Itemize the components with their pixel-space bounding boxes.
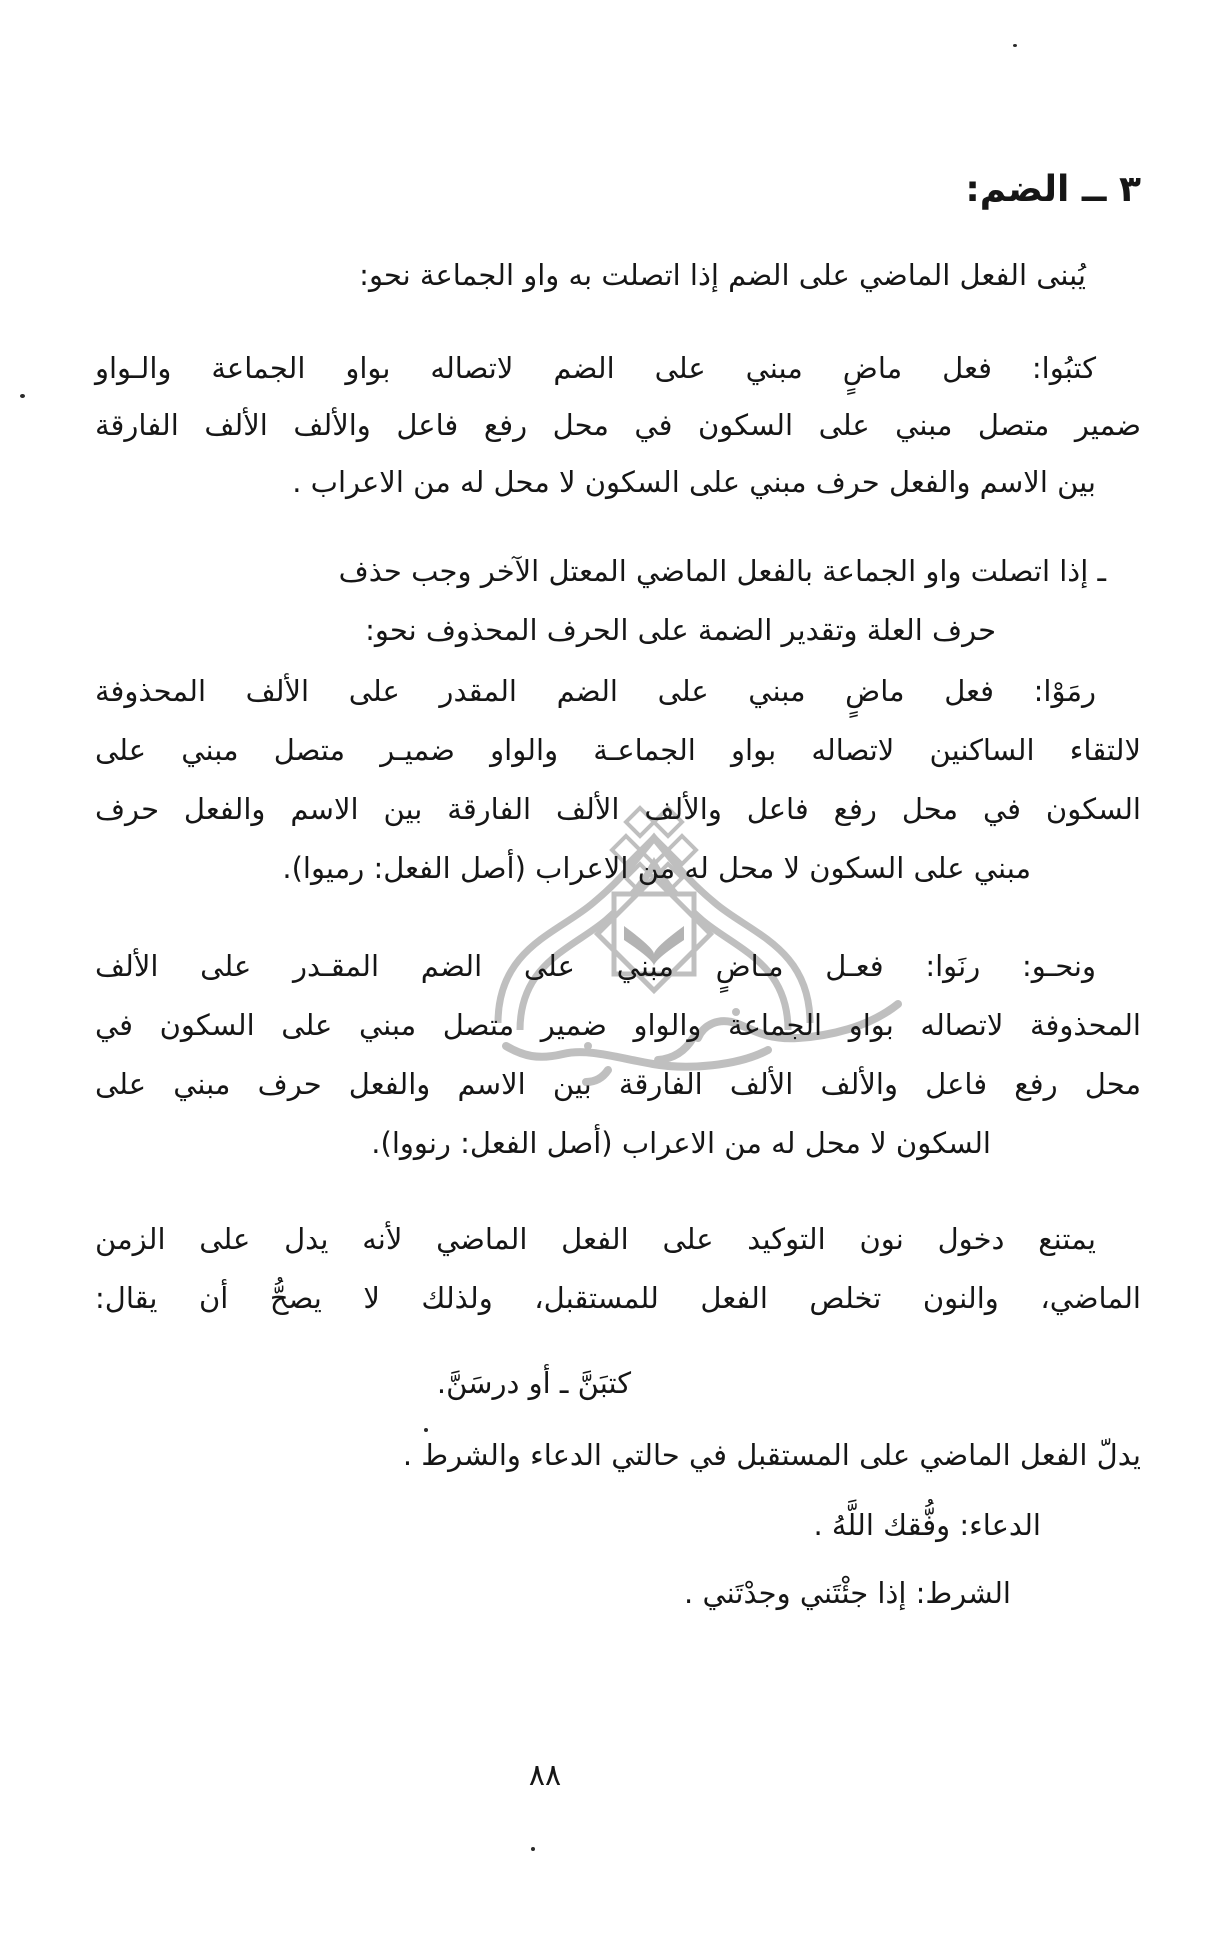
scan-speck xyxy=(20,394,25,398)
page-number: ٨٨ xyxy=(528,1758,562,1793)
text-line: السكون في محل رفع فاعل والألف الألف الفارقة بين الاسم والفعل حرف xyxy=(95,792,1141,826)
scan-speck xyxy=(1013,44,1017,47)
text-line: مبني على السكون لا محل له من الاعراب (أصل الفعل: رميوا). xyxy=(282,851,1031,885)
text-line: رمَوْا: فعل ماضٍ مبني على الضم المقدر على الألف المحذوفة xyxy=(95,674,1096,708)
text-line: ـ إذا اتصلت واو الجماعة بالفعل الماضي المعتل الآخر وجب حذف xyxy=(338,554,1106,588)
text-line: بين الاسم والفعل حرف مبني على السكون لا محل له من الاعراب . xyxy=(292,465,1096,499)
text-line: محل رفع فاعل والألف الألف الفارقة بين الاسم والفعل حرف مبني على xyxy=(95,1067,1141,1101)
example-line: كتبَنَّ ـ أو درسَنَّ. xyxy=(436,1366,631,1400)
text-line: ونحـو: رنَوا: فعـل مـاضٍ مبني على الضم المقـدر على الألف xyxy=(95,949,1096,983)
text-line: كتبُوا: فعل ماضٍ مبني على الضم لاتصاله بواو الجماعة والـواو xyxy=(95,351,1096,385)
text-line: يُبنى الفعل الماضي على الضم إذا اتصلت به واو الجماعة نحو: xyxy=(359,258,1086,292)
text-line: يدلّ الفعل الماضي على المستقبل في حالتي الدعاء والشرط . xyxy=(402,1438,1141,1472)
scan-speck xyxy=(424,1428,428,1432)
text-line: الدعاء: وفُّقك اللَّهُ . xyxy=(813,1508,1041,1542)
text-line: الماضي، والنون تخلص الفعل للمستقبل، ولذلك لا يصحُّ أن يقال: xyxy=(95,1281,1141,1315)
text-line: يمتنع دخول نون التوكيد على الفعل الماضي لأنه يدل على الزمن xyxy=(95,1222,1096,1256)
section-heading: ٣ ــ الضم: xyxy=(965,169,1141,210)
scan-speck xyxy=(531,1847,535,1851)
text-line: السكون لا محل له من الاعراب (أصل الفعل: رنووا). xyxy=(371,1126,991,1160)
text-line: حرف العلة وتقدير الضمة على الحرف المحذوف نحو: xyxy=(365,613,996,647)
text-line: لالتقاء الساكنين لاتصاله بواو الجماعـة والواو ضميـر متصل مبني على xyxy=(95,733,1141,767)
text-line: الشرط: إذا جئْتَني وجدْتَني . xyxy=(684,1576,1011,1610)
text-block xyxy=(95,0,1141,1933)
text-line: ضمير متصل مبني على السكون في محل رفع فاعل والألف الألف الفارقة xyxy=(95,408,1141,442)
text-line: المحذوفة لاتصاله بواو الجماعة والواو ضمير متصل مبني على السكون في xyxy=(95,1008,1141,1042)
